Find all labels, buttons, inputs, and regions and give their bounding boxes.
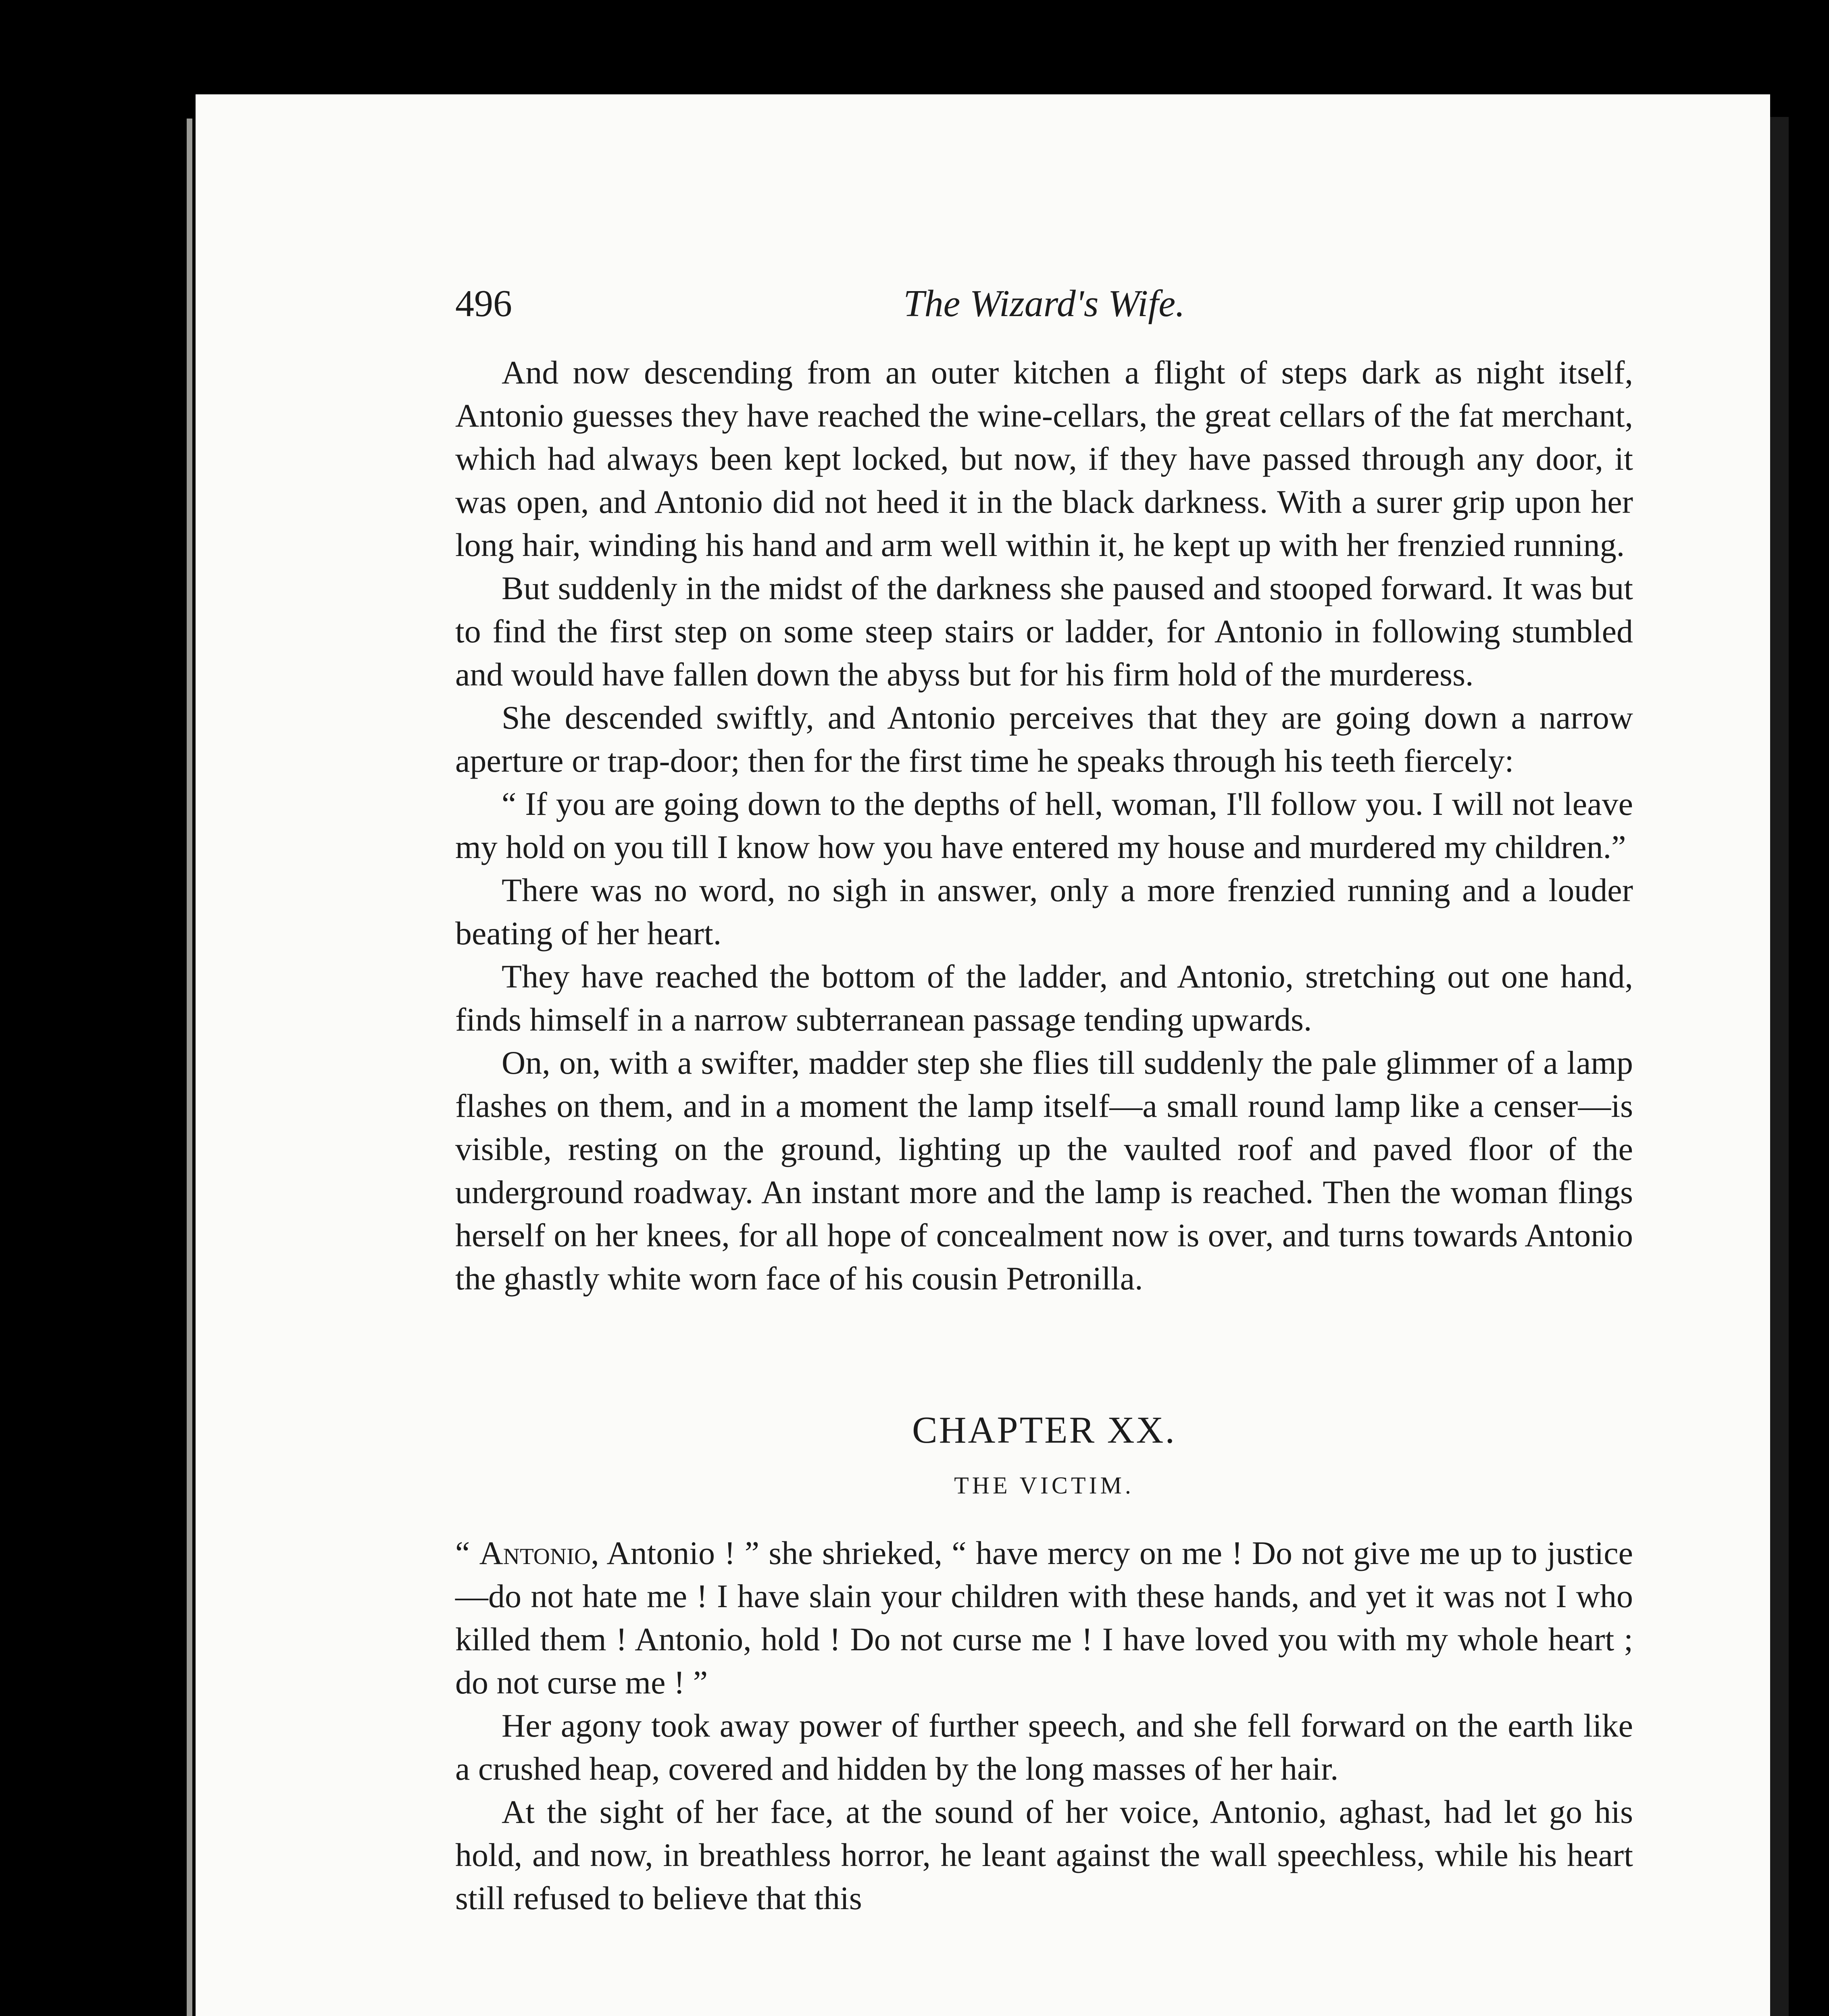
paragraph: They have reached the bottom of the ladder, and Antonio, stretching out one hand, finds himself in a narrow subterranean passage tending upwards. [455,958,1633,1038]
paragraph: And now descending from an outer kitchen a flight of steps dark as night itself, Antonio guesses they have reached the wine-cellars, the great cellars of the fat merchant, which had always been kept locked, but now, if they have passed through any door, it was open, and Antonio did not heed it in the black darkness. With a surer grip upon her long hair, winding his hand and arm well within it, he kept up with her frenzied running. [455,354,1633,563]
paragraph: Her agony took away power of further speech, and she fell forward on the earth like a crushed heap, covered and hidden by the long masses of her hair. [455,1707,1633,1787]
paragraph: But suddenly in the midst of the darkness she paused and stooped forward. It was but to find the first step on some steep stairs or ladder, for Antonio in following stumbled and would have fallen down the abyss but for his firm hold of the murderess. [455,570,1633,693]
opening-word: Antonio [479,1535,591,1571]
facing-page-edge [1770,117,1789,2016]
paragraph: “ If you are going down to the depths of hell, woman, I'll follow you. I will not leave my hold on you till I know how you have entered my house and murdered my children.” [455,785,1633,865]
chapter-opening-paragraph [455,1531,1633,1704]
opening-quote: “ [455,1535,470,1571]
running-title: The Wizard's Wife. [903,283,1185,325]
paragraph: On, on, with a swifter, madder step she flies till suddenly the pale glimmer of a lamp flashes on them, and in a moment the lamp itself—a small round lamp like a censer—is visible, resting on the ground, lighting up the vaulted roof and paved floor of the underground roadway. An instant more and the lamp is reached. Then the woman flings herself on her knees, for all hope of concealment now is over, and turns towards Antonio the ghastly white worn face of his cousin Petronilla. [455,1044,1633,1297]
page-text [455,282,1633,1920]
paragraph: There was no word, no sigh in answer, only a more frenzied running and a louder beating of her heart. [455,872,1633,952]
opening-rest: , Antonio ! ” she shrieked, “ have mercy on me ! Do not give me up to justice—do not hate me ! I have slain your children with these hands, and yet it was not I who killed them ! Antonio, hold ! Do not curse me ! I have loved you with my whole heart ; do not curse me ! ” [455,1535,1633,1701]
paragraph: At the sight of her face, at the sound of her voice, Antonio, aghast, had let go his hold, and now, in breathless horror, he leant against the wall speechless, while his heart still refused to believe that this [455,1793,1633,1916]
chapter-spacer [455,1300,1633,1409]
chapter-subtitle: THE VICTIM. [954,1472,1134,1499]
chapter-title: CHAPTER XX. [912,1409,1177,1451]
running-head [455,282,1633,343]
paragraph: She descended swiftly, and Antonio perceives that they are going down a narrow aperture or trap-door; then for the first time he speaks through his teeth fiercely: [455,699,1633,779]
page-number: 496 [455,283,512,325]
